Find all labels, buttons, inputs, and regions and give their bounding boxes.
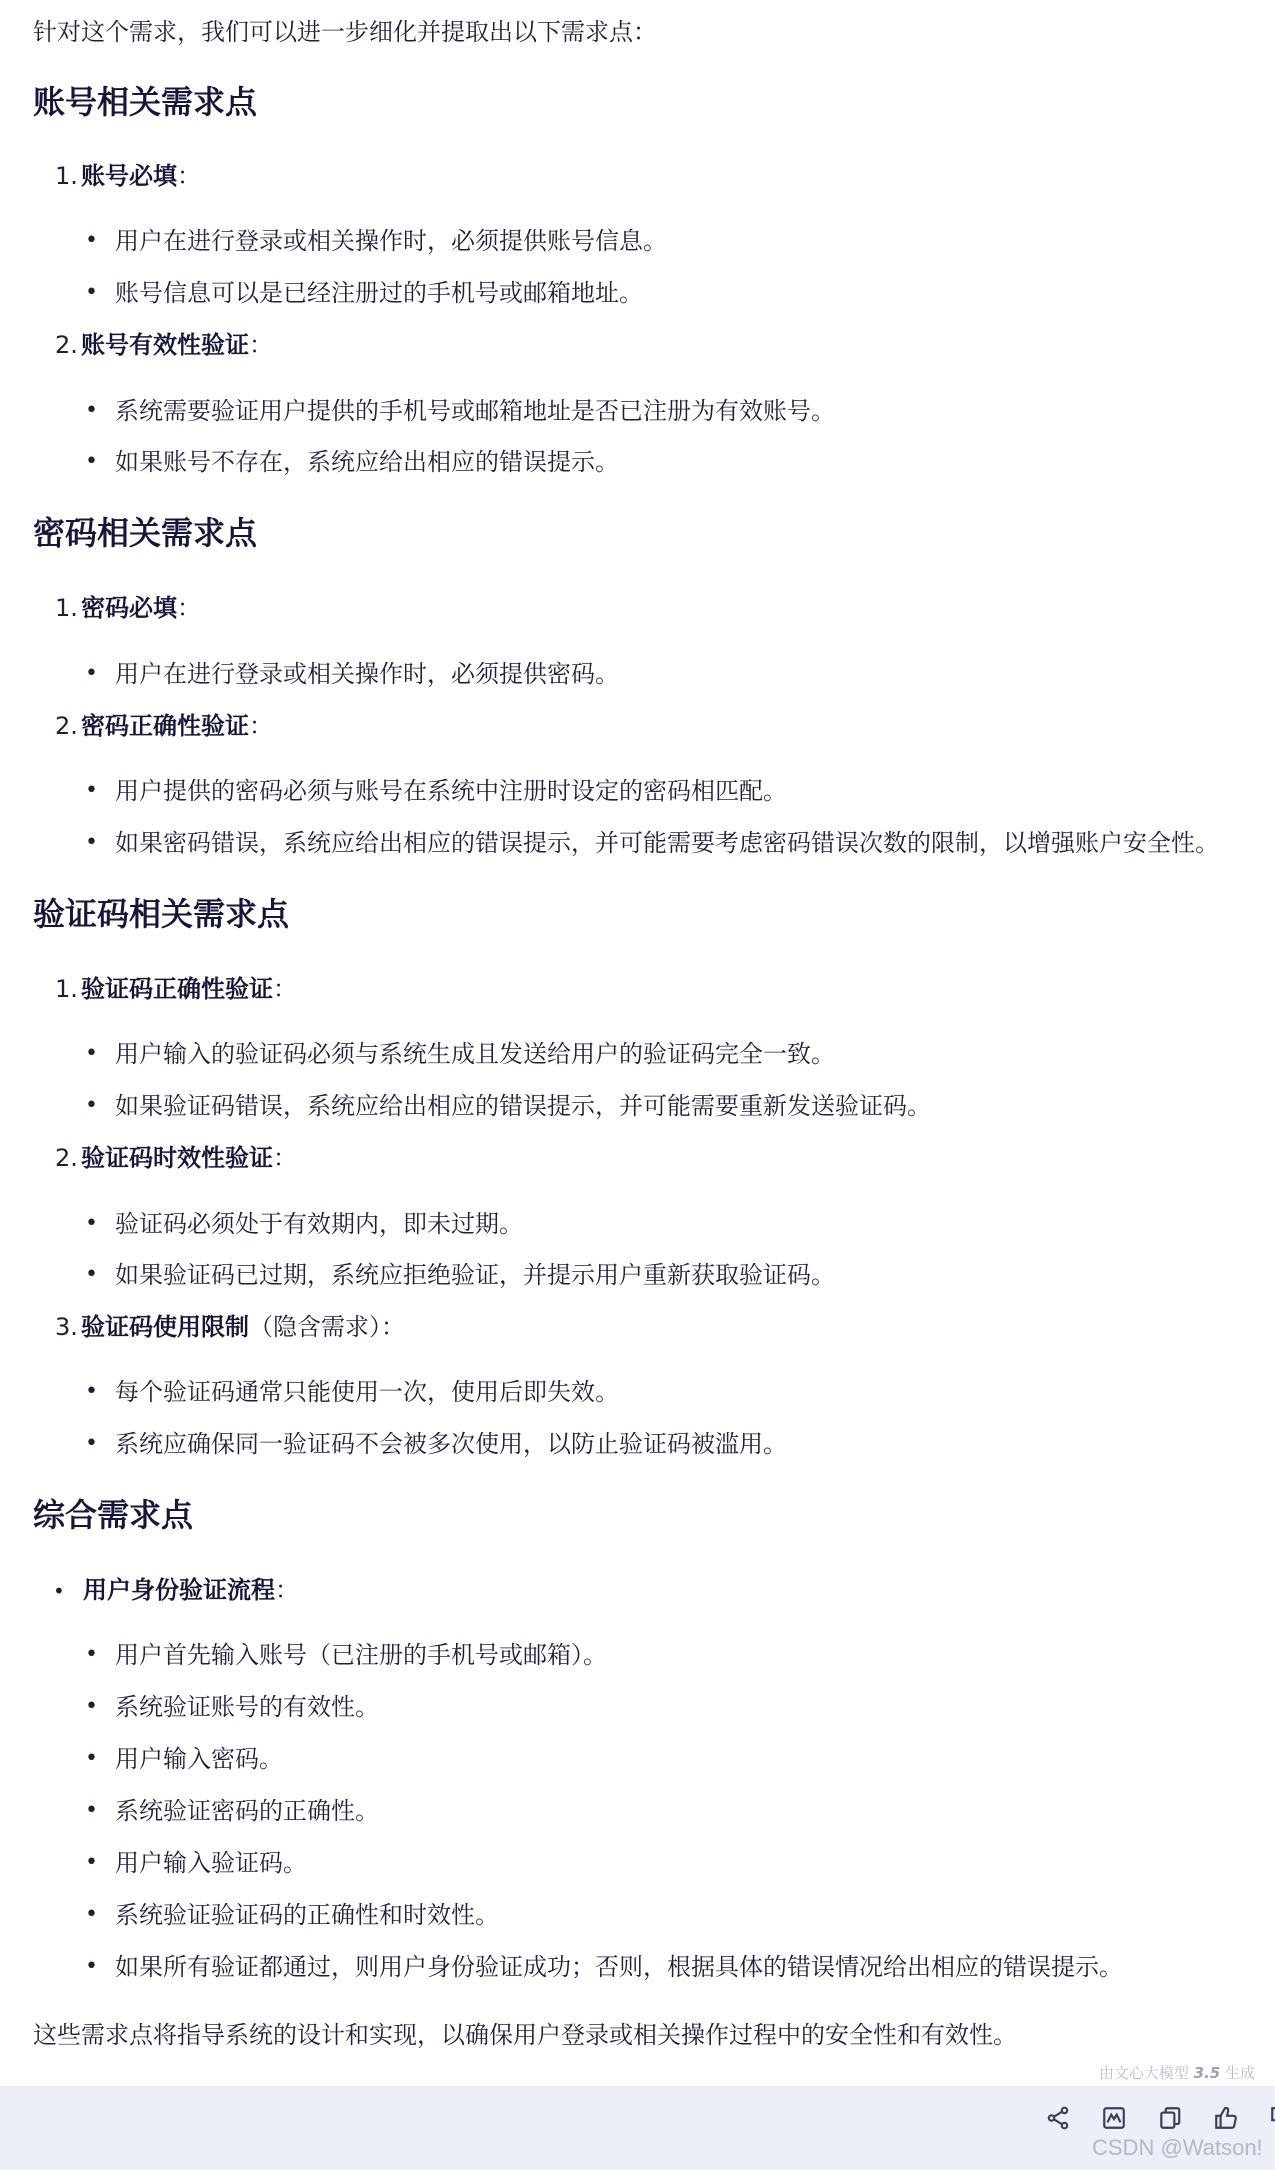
outro-text: 这些需求点将指导系统的设计和实现，以确保用户登录或相关操作过程中的安全性和有效性。 [33, 2021, 1017, 2049]
list-item: • 如果账号不存在，系统应给出相应的错误提示。 [115, 444, 619, 480]
list-item: • 每个验证码通常只能使用一次，使用后即失效。 [115, 1374, 619, 1410]
list-item: • 用户身份验证流程： [53, 1576, 299, 1604]
list-item: 1. 账号必填： [55, 162, 201, 190]
list-item: • 用户首先输入账号（已注册的手机号或邮箱）。 [115, 1637, 607, 1673]
copy-icon[interactable] [1152, 2100, 1188, 2136]
list-item: 2. 账号有效性验证： [55, 331, 273, 359]
list-item: • 用户提供的密码必须与账号在系统中注册时设定的密码相匹配。 [115, 773, 787, 809]
thumbs-down-icon[interactable] [1264, 2100, 1275, 2136]
list-item: 2. 验证码时效性验证： [55, 1144, 297, 1172]
list-item: • 如果所有验证都通过，则用户身份验证成功；否则，根据具体的错误情况给出相应的错误提示。 [115, 1949, 1123, 1985]
watermark: CSDN @Watson! [1092, 2135, 1263, 2160]
list-item: • 如果密码错误，系统应给出相应的错误提示，并可能需要考虑密码错误次数的限制，以增强账户安全性。 [115, 825, 1219, 861]
intro-text: 针对这个需求，我们可以进一步细化并提取出以下需求点： [33, 18, 657, 46]
list-item: 1. 验证码正确性验证： [55, 975, 297, 1003]
section-title-password: 密码相关需求点 [33, 514, 258, 552]
list-item: • 如果验证码已过期，系统应拒绝验证，并提示用户重新获取验证码。 [115, 1257, 835, 1293]
list-item: • 用户在进行登录或相关操作时，必须提供账号信息。 [115, 223, 667, 259]
list-item: • 用户输入的验证码必须与系统生成且发送给用户的验证码完全一致。 [115, 1036, 835, 1072]
list-item: • 验证码必须处于有效期内，即未过期。 [115, 1206, 523, 1242]
list-item: • 系统验证密码的正确性。 [115, 1793, 379, 1829]
action-icons [1040, 2100, 1275, 2136]
share-icon[interactable] [1040, 2100, 1076, 2136]
list-item: • 系统验证验证码的正确性和时效性。 [115, 1897, 499, 1933]
list-item: • 系统应确保同一验证码不会被多次使用，以防止验证码被滥用。 [115, 1426, 787, 1462]
list-item: • 系统需要验证用户提供的手机号或邮箱地址是否已注册为有效账号。 [115, 393, 835, 429]
list-item: • 用户输入验证码。 [115, 1845, 307, 1881]
list-item: • 如果验证码错误，系统应给出相应的错误提示，并可能需要重新发送验证码。 [115, 1088, 931, 1124]
list-item: • 用户输入密码。 [115, 1741, 283, 1777]
list-item: • 用户在进行登录或相关操作时，必须提供密码。 [115, 656, 619, 692]
model-note: 由文心大模型 3.5 生成 [1098, 2064, 1255, 2082]
thumbs-up-icon[interactable] [1208, 2100, 1244, 2136]
section-title-account: 账号相关需求点 [33, 83, 258, 121]
list-item: 3. 验证码使用限制（隐含需求）： [55, 1313, 405, 1341]
image-icon[interactable] [1096, 2100, 1132, 2136]
list-item: • 账号信息可以是已经注册过的手机号或邮箱地址。 [115, 275, 643, 311]
section-title-overall: 综合需求点 [33, 1496, 194, 1534]
list-item: 1. 密码必填： [55, 594, 201, 622]
list-item: • 系统验证账号的有效性。 [115, 1689, 379, 1725]
section-title-captcha: 验证码相关需求点 [33, 895, 290, 933]
list-item: 2. 密码正确性验证： [55, 712, 273, 740]
